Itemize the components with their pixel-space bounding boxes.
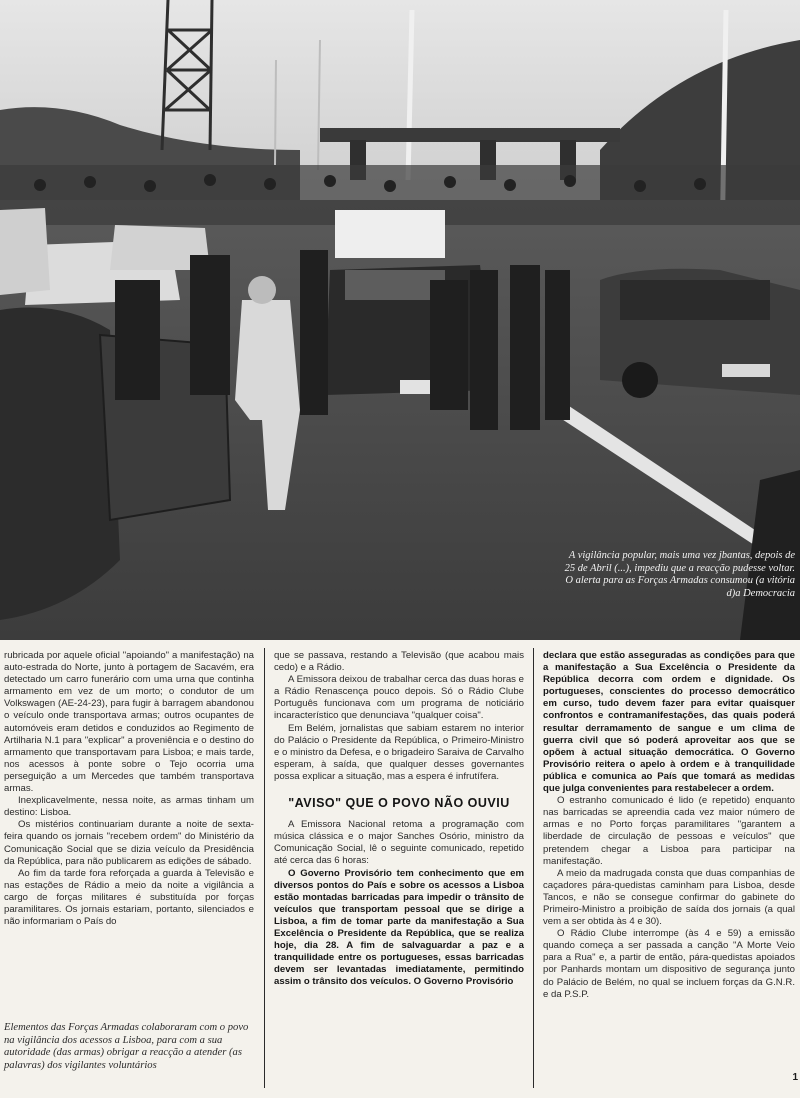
section-heading: "AVISO" QUE O POVO NÃO OUVIU [288, 796, 510, 811]
paragraph: A Emissora Nacional retoma a programação com música clássica e o major Sanches Osório, ministro da Comunicação Social, lê o seguinte comunicado, repetido até cerca das 6 horas: [274, 819, 524, 867]
paragraph: rubricada por aquele oficial "apoiando" a manifestação) na auto-estrada do Norte, junto à portagem de Sacavém, era detectado um carro funerário com uma urna que continha armamento em vez de um morto; o condutor de um Volkswagen (AE-24-23), para fugir à barragem abandonou o veículo onde transportava armas; outros ocupantes de automóveis eram detidos e conduzidos ao Regimento de Artilharia N.1 para "explicar" a proveniência e o destino do armamento que transportavam para Lisboa; e mais tarde, nos acessos à ponte sobre o Tejo ocorria uma perseguição a um Mercedes que também transportava armas. [4, 650, 254, 795]
paragraph: A Emissora deixou de trabalhar cerca das duas horas e a Rádio Renascença pouco depois. Só o Rádio Clube Português funcionava com um programa de noticiário incaracterístico que denunciava "qualquer coisa". [274, 674, 524, 722]
paragraph: Em Belém, jornalistas que sabiam estarem no interior do Palácio o Presidente da República, o Primeiro-Ministro e o ministro da Defesa, e o brigadeiro Saraiva de Carvalho esperam, à saída, que qualquer desses governantes possa explicar a situação, mas a espera é infrutífera. [274, 722, 524, 782]
article-column-1 [4, 650, 254, 928]
paragraph: Ao fim da tarde fora reforçada a guarda à Televisão e nas estações de Rádio a meio da noite a vigilância a cargo de forças militares é substituída por forças paramilitares. Os jornais estariam, portanto, silenciados e não informariam o País do [4, 867, 254, 928]
photo-caption: A vigilância popular, mais uma vez jbantas, depois de 25 de Abril (...), impediu que a reacção pudesse voltar. O alerta para as Forças Armadas consumou (a vitória d)a Democracia [564, 550, 795, 599]
paragraph: O Rádio Clube interrompe (às 4 e 59) a emissão quando começa a ser passada a canção "A Morte Veio para a Rua" e, a partir de então, pára-quedistas apoiados por Panhards montam um dispositivo de segurança junto do Palácio de Belém, no qual se incluem forças da G.N.R. e da P.S.P. [543, 928, 795, 1000]
communique-text: O Governo Provisório tem conhecimento que em diversos pontos do País e sobre os acessos a Lisboa estão montadas barricadas para impedir o trânsito de veículos que transportam pessoal que se dirige a Lisboa, a fim de tomar parte da manifestação a Sua Excelência o Presidente da República, que se realiza hoje, dia 28. A fim de salvaguardar a paz e a tranquilidade entre os portugueses, essas barricadas devem ser levantadas imediatamente, permitindo assim o trânsito dos veículos. O Governo Provisório [274, 867, 524, 988]
paragraph: O estranho comunicado é lido (e repetido) enquanto nas barricadas se apreendia cada vez maior número de armas e no Porto forças paramilitares "garantem a liberdade de circulação de pessoas e veículos" que pretendem chegar a Lisboa para participar na manifestação. [543, 795, 795, 867]
communique-text: declara que estão asseguradas as condições para que a manifestação a Sua Excelência o Presidente da República decorra com ordem e dignidade. Os portugueses, conscientes do processo democrático em curso, tudo devem fazer para evitar quaisquer confrontos e contramanifestações, das quais poderá resultar derramamento de sangue e um clima de guerra civil que só poderá aproveitar aos que se opõem à actual situação democrática. O Governo Provisório reitera o apelo à ordem e à tranquilidade pública e comunica ao País que tomará as medidas que julga convenientes para restabelecer a ordem. [543, 650, 795, 795]
paragraph: Inexplicavelmente, nessa noite, as armas tinham um destino: Lisboa. [4, 795, 254, 819]
paragraph: Os mistérios continuariam durante a noite de sexta-feira quando os jornais "recebem ordem" do Ministério da Comunicação Social que se dizia veículo da Presidência da República, para não publicarem as edições de sábado. [4, 819, 254, 867]
paragraph: A meio da madrugada consta que duas companhias de caçadores pára-quedistas caminham para Lisboa, desde Tancos, e não se consegue confirmar do gabinete do Primeiro-Ministro a proibição de saída dos jornais (a qual vem a ser obtida às 4 e 30). [543, 867, 795, 928]
column-divider [533, 648, 534, 1088]
article-column-2 [274, 650, 524, 988]
paragraph: que se passava, restando a Televisão (que acabou mais cedo) e a Rádio. [274, 650, 524, 674]
article-column-3 [543, 650, 795, 1001]
column-divider [264, 648, 265, 1088]
page-number: 1 [792, 1072, 798, 1083]
pull-quote: Elementos das Forças Armadas colaboraram com o povo na vigilância dos acessos a Lisboa, para com a sua autoridade (das armas) obrigar a reacção a atender (as palavras) dos vigilantes voluntários [4, 1022, 249, 1071]
